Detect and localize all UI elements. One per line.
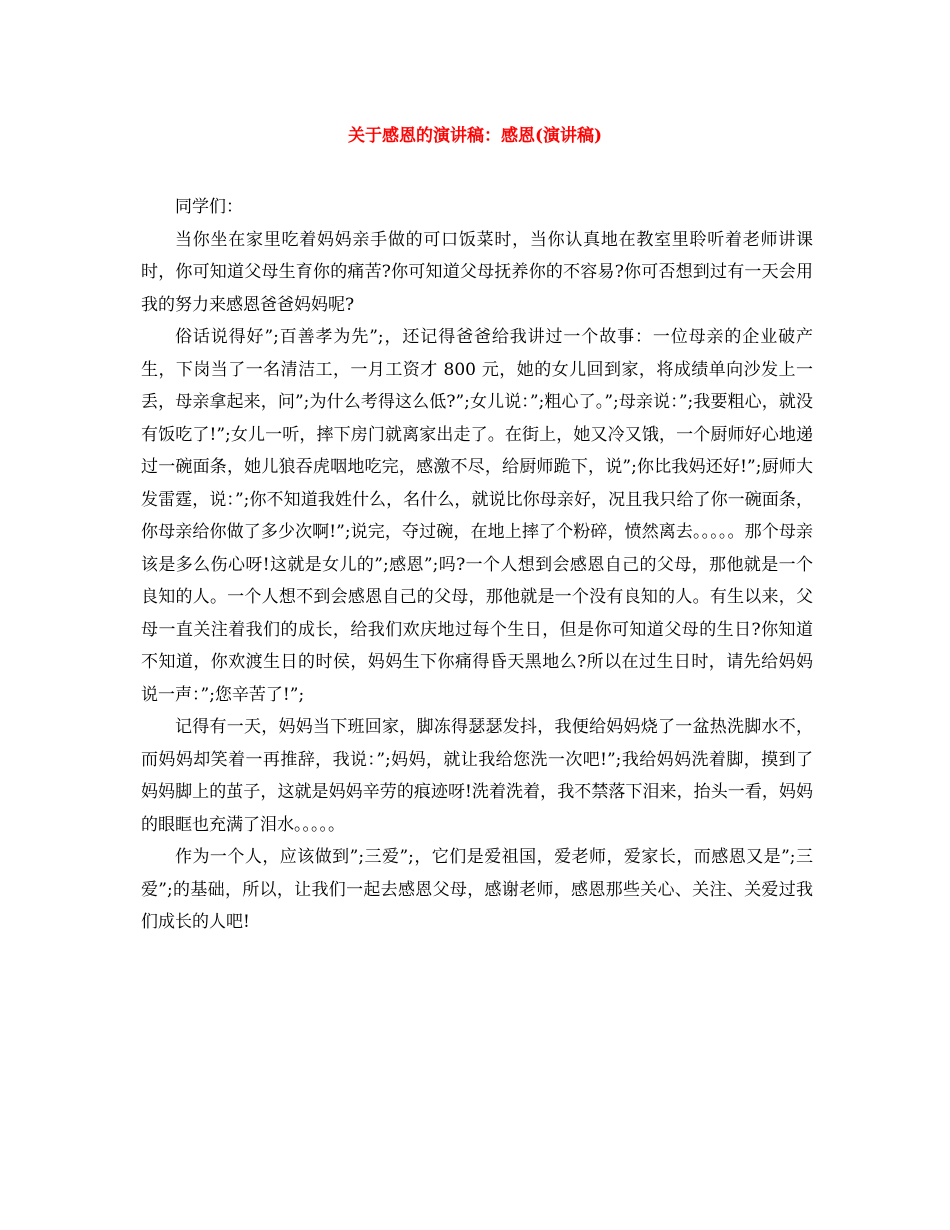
salutation-paragraph: 同学们： — [175, 197, 243, 217]
body-paragraph: 当你坐在家里吃着妈妈亲手做的可口饭菜时，当你认真地在教室里聆听着老师讲课时，你可知道父母生育你的痛苦?你可知道父母抚养你的不容易?你可否想到过有一天会用我的努力来感恩爸爸妈妈呢? — [141, 229, 813, 315]
body-paragraph: 作为一个人，应该做到”;三爱”;，它们是爱祖国，爱老师，爱家长，而感恩又是”;三爱”;的基础，所以，让我们一起去感恩父母，感谢老师，感恩那些关心、关注、关爱过我们成长的人吧! — [141, 847, 813, 932]
body-paragraph: 记得有一天，妈妈当下班回家，脚冻得瑟瑟发抖，我便给妈妈烧了一盆热洗脚水不，而妈妈却笑着一再推辞，我说：”;妈妈，就让我给您洗一次吧!”;我给妈妈洗着脚，摸到了妈妈脚上的茧子，这就是妈妈辛劳的痕迹呀!洗着洗着，我不禁落下泪来，抬头一看，妈妈的眼眶也充满了泪水。。。。。 — [141, 717, 813, 835]
document-title: 关于感恩的演讲稿：感恩(演讲稿) — [347, 126, 603, 146]
body-paragraph: 俗话说得好”;百善孝为先”;，还记得爸爸给我讲过一个故事：一位母亲的企业破产生，下岗当了一名清洁工，一月工资才 800 元，她的女儿回到家，将成绩单向沙发上一丢，母亲拿起来，问”;为什么考得这么低?”;女儿说：”;粗心了。”;母亲说：”;我要粗心，就没有饭吃了!”;女儿一听，摔下房门就离家出走了。在街上，她又冷又饿，一个厨师好心地递过一碗面条，她儿狼吞虎咽地吃完，感激不尽，给厨师跪下，说”;你比我妈还好!”;厨师大发雷霆，说：”;你不知道我姓什么，名什么，就说比你母亲好，况且我只给了你一碗面条，你母亲给你做了多少次啊!”;说完，夺过碗，在地上摔了个粉碎，愤然离去。。。。。那个母亲该是多么伤心呀!这就是女儿的”;感恩”;吗?一个人想到会感恩自己的父母，那他就是一个良知的人。一个人想不到会感恩自己的父母，那他就是一个没有良知的人。有生以来，父母一直关注着我们的成长，给我们欢庆地过每个生日，但是你可知道父母的生日?你知道不知道，你欢渡生日的时侯，妈妈生下你痛得昏天黑地么?所以在过生日时，请先给妈妈说一声：”;您辛苦了!”; — [141, 327, 813, 705]
document-body — [141, 191, 813, 939]
